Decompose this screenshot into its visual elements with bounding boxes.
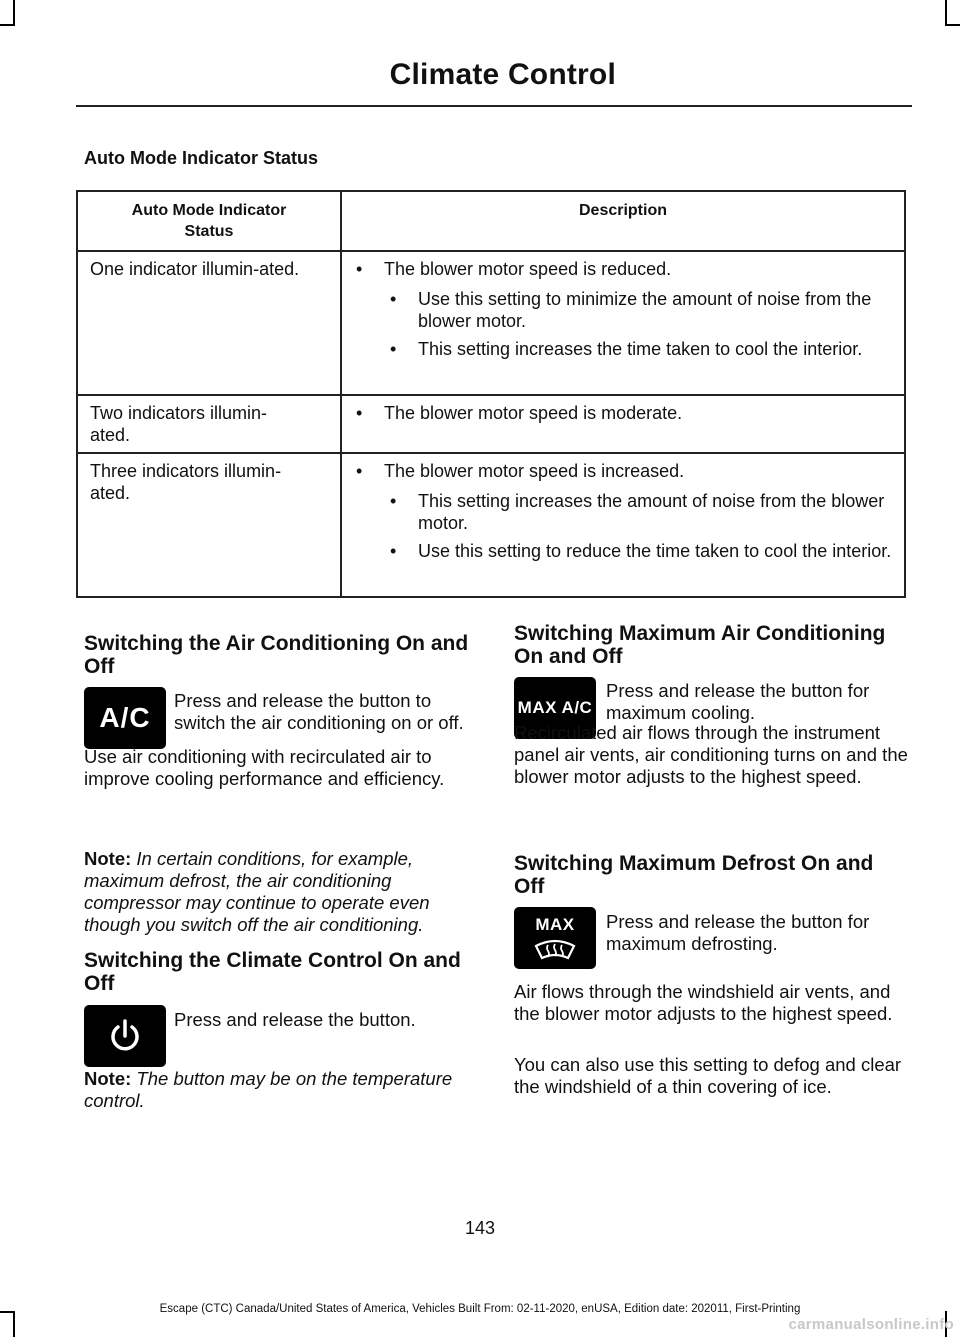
power-icon — [84, 1005, 166, 1067]
ac-body: Use air conditioning with recirculated air to improve cooling performance and efficiency. — [84, 746, 445, 789]
description-cell — [341, 395, 905, 453]
sub-bullet-item: • Use this setting to reduce the time taken to cool the interior. — [354, 540, 898, 562]
watermark: carmanualsonline.info — [788, 1316, 954, 1333]
climate-instruction: Press and release the button. — [174, 1009, 416, 1030]
max-ac-button-icon: MAX A/C — [514, 677, 596, 739]
ac-button-icon: A/C — [84, 687, 166, 749]
crop-mark — [945, 0, 947, 26]
crop-mark — [13, 0, 15, 26]
ac-heading: Switching the Air Conditioning On and Off — [84, 632, 469, 678]
sub-bullet-item: • This setting increases the amount of noise from the blower motor. — [354, 490, 898, 534]
status-cell: One indicator illumin-ated. — [77, 251, 341, 395]
auto-mode-heading: Auto Mode Indicator Status — [84, 148, 318, 168]
crop-mark — [0, 24, 14, 26]
max-ac-instruction: Press and release the button for maximum cooling. — [606, 680, 870, 723]
climate-note: Note: The button may be on the temperature control. — [84, 1068, 453, 1111]
page-number: 143 — [464, 1218, 496, 1238]
footer-text: Escape (CTC) Canada/United States of America, Vehicles Built From: 02-11-2020, enUSA, Edition date: 202011, First-Printing — [159, 1303, 801, 1315]
description-cell — [341, 453, 905, 597]
max-defrost-button-icon: MAX — [514, 907, 596, 969]
bullet-item: • The blower motor speed is moderate. — [354, 402, 898, 424]
table-row — [77, 395, 905, 453]
max-ac-heading: Switching Maximum Air Conditioning On and Off — [514, 622, 886, 668]
column-header-status: Auto Mode Indicator Status — [77, 191, 341, 251]
sub-bullet-item: • Use this setting to minimize the amount of noise from the blower motor. — [354, 288, 898, 332]
status-cell: Three indicators illumin-ated. — [77, 453, 341, 597]
crop-mark — [946, 24, 960, 26]
max-defrost-instruction: Press and release the button for maximum defrosting. — [606, 911, 870, 954]
column-header-description: Description — [341, 191, 905, 251]
bullet-item: • The blower motor speed is increased. — [354, 460, 898, 482]
ac-instruction: Press and release the button to switch the air conditioning on or off. — [174, 690, 464, 733]
page-title: Climate Control — [389, 58, 616, 91]
bullet-item: • The blower motor speed is reduced. — [354, 258, 898, 280]
max-defrost-heading: Switching Maximum Defrost On and Off — [514, 852, 874, 898]
max-ac-body: Recirculated air flows through the instrument panel air vents, air conditioning turns on and the blower motor adjusts to the highest speed. — [514, 722, 908, 787]
table-row — [77, 251, 905, 395]
description-cell — [341, 251, 905, 395]
windshield-defrost-icon — [532, 934, 578, 960]
header-divider — [76, 105, 912, 107]
status-cell: Two indicators illumin-ated. — [77, 395, 341, 453]
table-row — [77, 453, 905, 597]
max-defrost-body-2: You can also use this setting to defog and clear the windshield of a thin covering of ice. — [514, 1054, 902, 1097]
sub-bullet-item: • This setting increases the time taken to cool the interior. — [354, 338, 898, 360]
climate-heading: Switching the Climate Control On and Off — [84, 949, 461, 995]
auto-mode-table — [76, 190, 906, 598]
max-defrost-body-1: Air flows through the windshield air vents, and the blower motor adjusts to the highest speed. — [514, 981, 893, 1024]
table-header-row — [77, 191, 905, 251]
ac-note: Note: In certain conditions, for example, maximum defrost, the air conditioning compressor may continue to operate even though you switch off the air conditioning. — [84, 848, 430, 935]
